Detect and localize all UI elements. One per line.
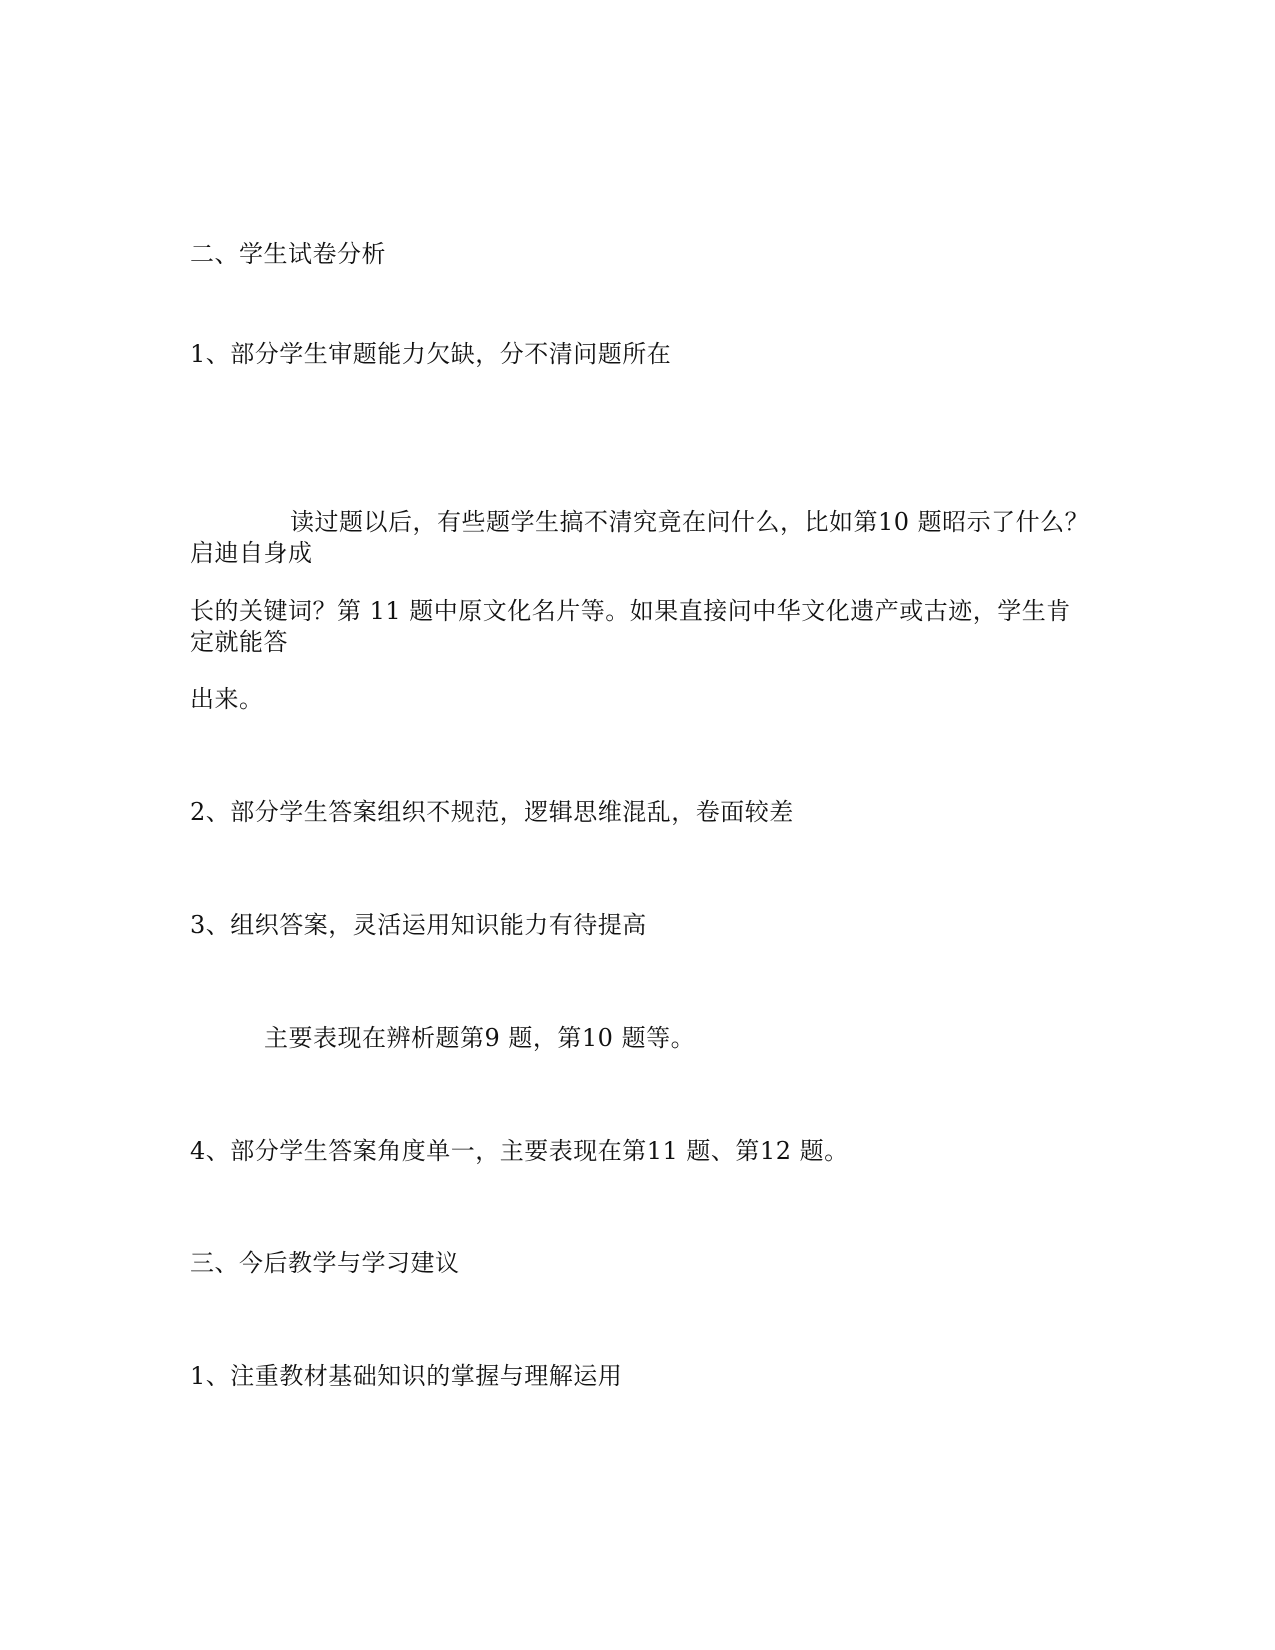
section-heading-student-analysis: 二、学生试卷分析 <box>190 240 386 268</box>
item-1-body-line-3: 长的关键词？第 11 题中原文化名片等。如果直接问中华文化遗产或古迹，学生肯 <box>190 597 1071 625</box>
item-1-body-line-5: 出来。 <box>190 685 264 713</box>
item-3-title: 3、组织答案，灵活运用知识能力有待提高 <box>190 911 647 939</box>
item-2-title: 2、部分学生答案组织不规范，逻辑思维混乱，卷面较差 <box>190 798 794 826</box>
item-4-title: 4、部分学生答案角度单一，主要表现在第11 题、第12 题。 <box>190 1137 849 1165</box>
suggestion-1-title: 1、注重教材基础知识的掌握与理解运用 <box>190 1362 623 1390</box>
item-1-body-line-1: 读过题以后，有些题学生搞不清究竟在问什么，比如第10 题昭示了什么？ <box>290 508 1090 536</box>
item-1-body-line-2: 启迪自身成 <box>190 539 313 567</box>
item-3-body: 主要表现在辨析题第9 题，第10 题等。 <box>264 1024 696 1052</box>
section-heading-suggestions: 三、今后教学与学习建议 <box>190 1249 460 1277</box>
item-1-title: 1、部分学生审题能力欠缺，分不清问题所在 <box>190 340 672 368</box>
item-1-body-line-4: 定就能答 <box>190 628 288 656</box>
